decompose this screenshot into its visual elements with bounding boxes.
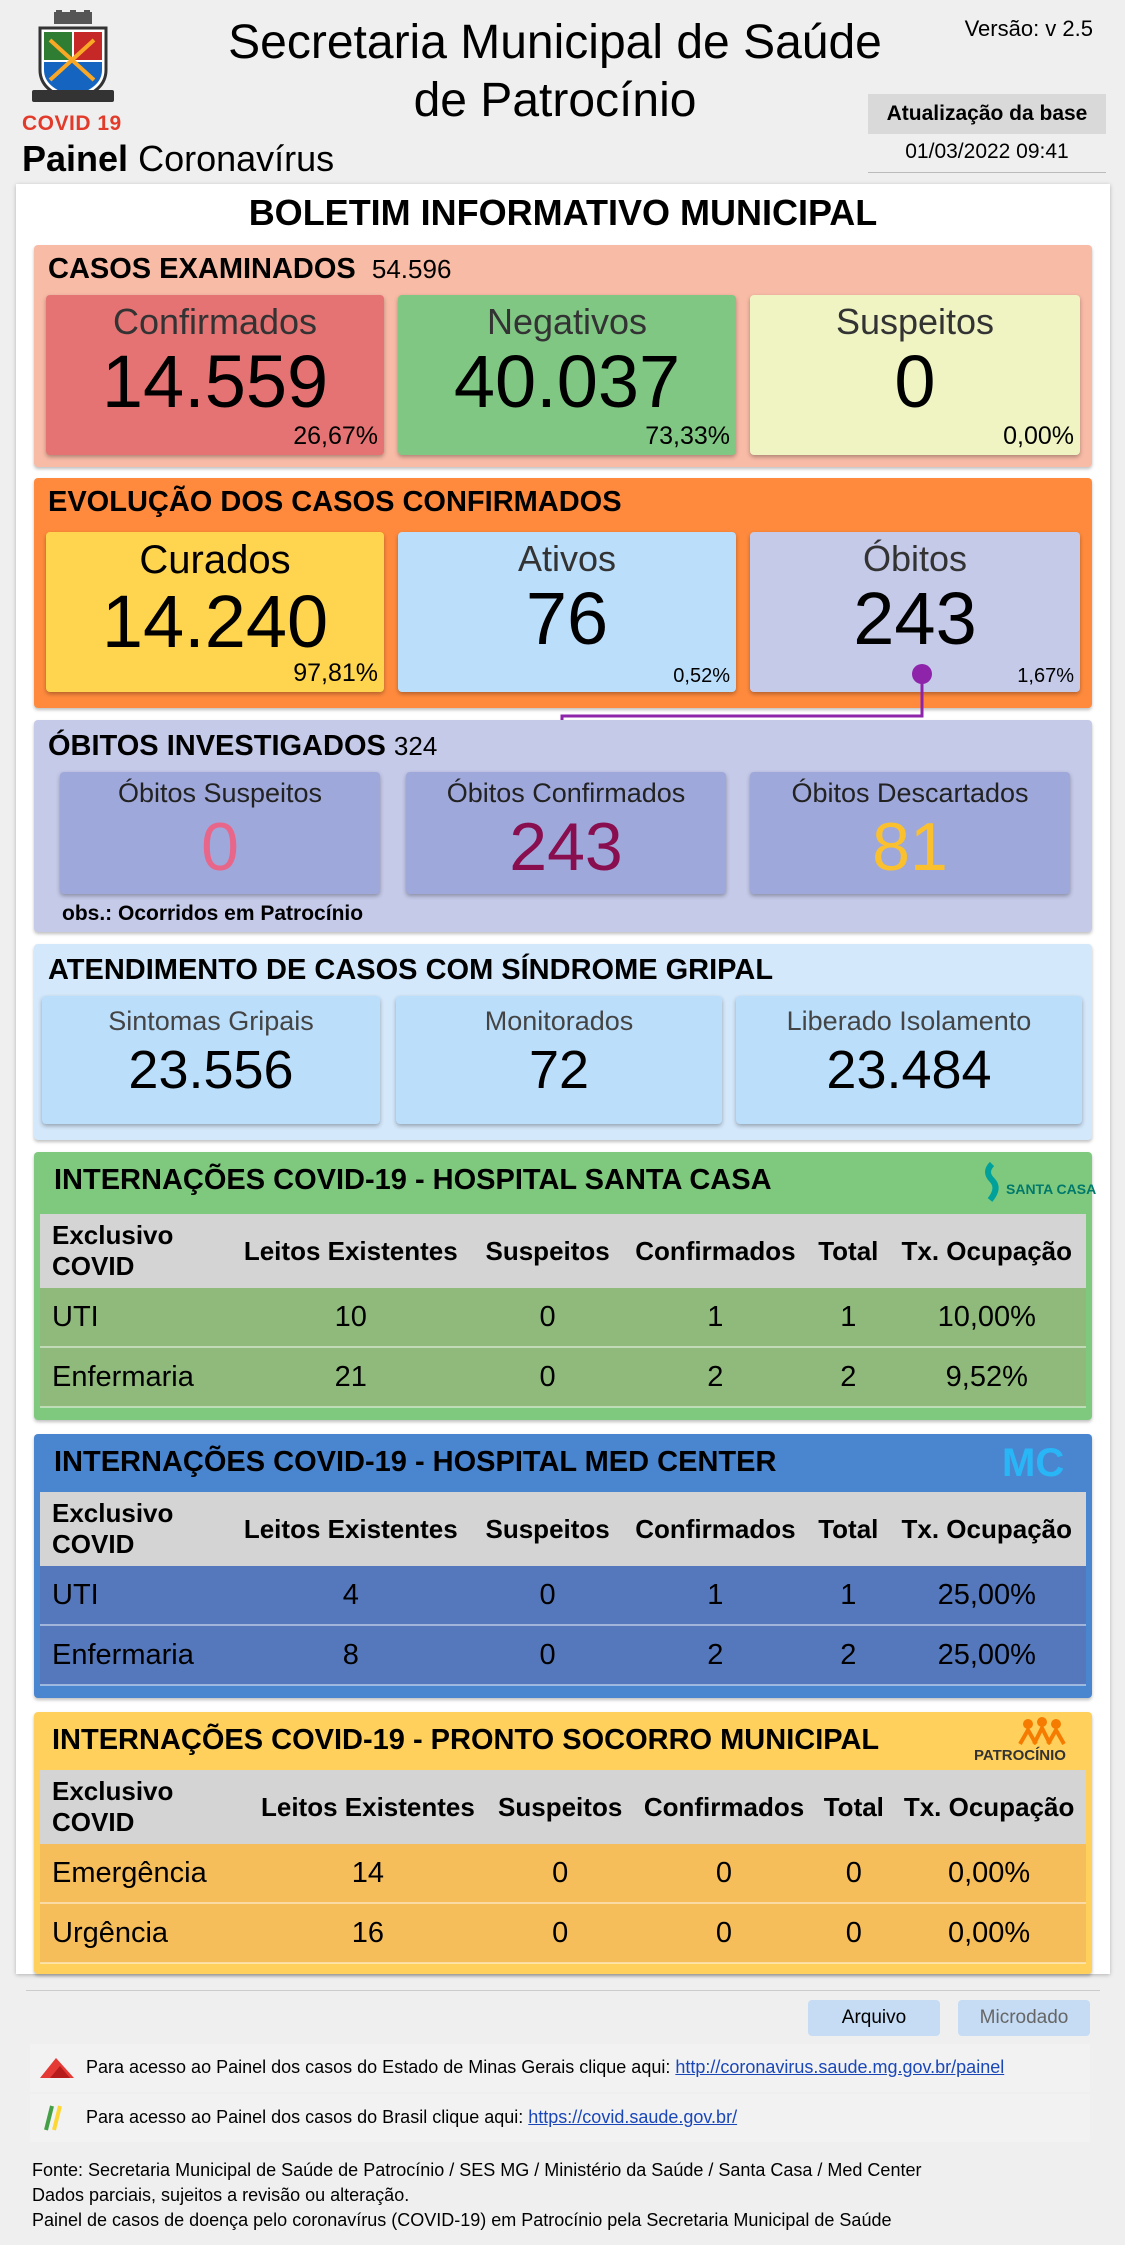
section-casos-examinados [34, 245, 1092, 467]
mg-link[interactable]: http://coronavirus.saude.mg.gov.br/painel [675, 2057, 1005, 2077]
footer-description: Painel de casos de doença pelo coronavírus (COVID-19) em Patrocínio pela Secretaria Municipal de Saúde [32, 2210, 892, 2230]
bulletin-title: BOLETIM INFORMATIVO MUNICIPAL [248, 192, 878, 233]
suspeitos-value: 0 [894, 340, 936, 423]
curados-card: Curados 14.240 97,81% [46, 532, 384, 692]
confirmados-pct: 26,67% [293, 422, 378, 450]
microdado-button[interactable]: Microdado [958, 2000, 1090, 2036]
version-label: Versão: v 2.5 [964, 16, 1093, 41]
obitos-descartados-value: 81 [872, 809, 948, 885]
page-title: Secretaria Municipal de Saúde de Patrocínio [228, 16, 882, 127]
casos-examinados-title: CASOS EXAMINADOS 54.596 [48, 253, 452, 285]
liberado-isolamento-value: 23.484 [826, 1040, 992, 1100]
obitos-suspeitos-card: Óbitos Suspeitos 0 [60, 772, 380, 894]
sintomas-gripais-value: 23.556 [128, 1040, 294, 1100]
update-date: 01/03/2022 09:41 [868, 140, 1106, 173]
table-row: Enfermaria 8 0 2 2 25,00% [40, 1625, 1086, 1685]
section-obitos-investigados [34, 720, 1092, 932]
santa-casa-table: Exclusivo COVID Leitos Existentes Suspeitos Confirmados Total Tx. Ocupação UTI 10 0 1 1 10,00% Enfermaria 21 0 2 2 9,52% [40, 1214, 1086, 1408]
med-center-title: INTERNAÇÕES COVID-19 - HOSPITAL MED CENTER [54, 1446, 777, 1478]
minas-gerais-icon [38, 2056, 76, 2080]
mg-link-text: Para acesso ao Painel dos casos do Estado de Minas Gerais clique aqui: [86, 2057, 671, 2077]
footer-disclaimer: Dados parciais, sujeitos a revisão ou alteração. [32, 2185, 410, 2205]
table-row: Emergência 14 0 0 0 0,00% [40, 1844, 1086, 1903]
section-med-center [34, 1434, 1092, 1698]
santa-casa-title: INTERNAÇÕES COVID-19 - HOSPITAL SANTA CASA [54, 1164, 772, 1196]
ativos-pct: 0,52% [673, 665, 730, 687]
pronto-socorro-title: INTERNAÇÕES COVID-19 - PRONTO SOCORRO MUNICIPAL [52, 1724, 880, 1756]
negativos-pct: 73,33% [645, 422, 730, 450]
curados-pct: 97,81% [293, 659, 378, 687]
pronto-socorro-table: Exclusivo COVID Leitos Existentes Suspeitos Confirmados Total Tx. Ocupação Emergência 14 0 0 0 0,00% Urgência 16 0 0 0 0,00% [40, 1770, 1086, 1964]
liberado-isolamento-card: Liberado Isolamento 23.484 [736, 996, 1082, 1124]
patrocinio-logo [970, 1714, 1080, 1766]
obitos-suspeitos-value: 0 [201, 809, 239, 885]
section-sindrome-gripal [34, 944, 1092, 1140]
obitos-investigados-total: 324 [393, 731, 438, 761]
obitos-value: 243 [853, 577, 977, 660]
brasil-icon [42, 2104, 66, 2132]
section-pronto-socorro [34, 1712, 1092, 1974]
mg-link-row [30, 2044, 1090, 2092]
municipal-coat-of-arms-logo [30, 10, 116, 110]
suspeitos-pct: 0,00% [1003, 422, 1074, 450]
santa-casa-logo [980, 1158, 1097, 1208]
table-row: Enfermaria 21 0 2 2 9,52% [40, 1347, 1086, 1407]
obitos-investigados-title: ÓBITOS INVESTIGADOS 324 [48, 730, 438, 762]
obitos-confirmados-card: Óbitos Confirmados 243 [406, 772, 726, 894]
med-center-table: Exclusivo COVID Leitos Existentes Suspeitos Confirmados Total Tx. Ocupação UTI 4 0 1 1 25,00% Enfermaria 8 0 2 2 25,00% [40, 1492, 1086, 1686]
evolucao-title: EVOLUÇÃO DOS CASOS CONFIRMADOS [48, 486, 622, 518]
monitorados-card: Monitorados 72 [396, 996, 722, 1124]
obitos-obs: obs.: Ocorridos em Patrocínio [62, 902, 364, 925]
svg-text:SANTA CASA: SANTA CASA [1006, 1181, 1097, 1197]
arquivo-button[interactable]: Arquivo [808, 2000, 940, 2036]
confirmados-value: 14.559 [101, 340, 329, 423]
negativos-value: 40.037 [453, 340, 681, 423]
br-link-text: Para acesso ao Painel dos casos do Brasil clique aqui: [86, 2107, 524, 2127]
svg-text:MC: MC [1002, 1441, 1065, 1485]
suspeitos-card: Suspeitos 0 0,00% [750, 295, 1080, 455]
obitos-card: Óbitos 243 1,67% [750, 532, 1080, 692]
curados-value: 14.240 [101, 580, 329, 663]
table-row: UTI 10 0 1 1 10,00% [40, 1288, 1086, 1347]
painel-coronavirus-title: Painel Coronavírus [22, 138, 335, 179]
section-santa-casa [34, 1152, 1097, 1420]
footer-source: Fonte: Secretaria Municipal de Saúde de Patrocínio / SES MG / Ministério da Saúde / Santa Casa / Med Center [32, 2160, 922, 2180]
ativos-card: Ativos 76 0,52% [398, 532, 736, 692]
br-link-row [30, 2094, 1090, 2142]
br-link[interactable]: https://covid.saude.gov.br/ [528, 2107, 738, 2127]
covid-19-label: COVID 19 [22, 112, 122, 135]
confirmados-card: Confirmados 14.559 26,67% [46, 295, 384, 455]
table-row: Urgência 16 0 0 0 0,00% [40, 1903, 1086, 1963]
med-center-logo [1000, 1438, 1080, 1488]
sintomas-gripais-card: Sintomas Gripais 23.556 [42, 996, 380, 1124]
sindrome-gripal-title: ATENDIMENTO DE CASOS COM SÍNDROME GRIPAL [48, 954, 774, 986]
divider [26, 1990, 1100, 1991]
obitos-confirmados-value: 243 [509, 809, 623, 885]
negativos-card: Negativos 40.037 73,33% [398, 295, 736, 455]
obitos-pct: 1,67% [1017, 665, 1074, 687]
svg-text:PATROCÍNIO: PATROCÍNIO [974, 1747, 1066, 1764]
footer [32, 2158, 921, 2233]
update-label: Atualização da base [868, 94, 1106, 134]
casos-examinados-total: 54.596 [371, 254, 452, 284]
obitos-descartados-card: Óbitos Descartados 81 [750, 772, 1070, 894]
monitorados-value: 72 [528, 1040, 590, 1100]
ativos-value: 76 [525, 577, 609, 660]
table-row: UTI 4 0 1 1 25,00% [40, 1566, 1086, 1625]
